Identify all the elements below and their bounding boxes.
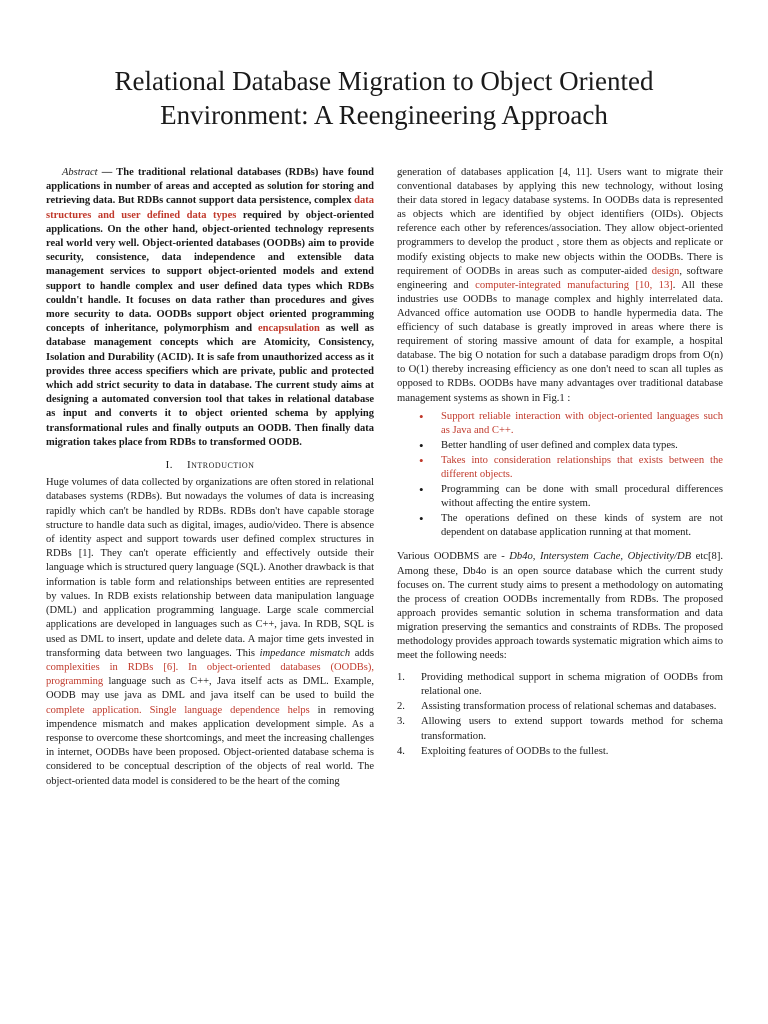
- intro-link-complete-application[interactable]: complete application. Single language dependence helps: [46, 704, 310, 716]
- intro-text-2: adds: [350, 647, 375, 659]
- list-item: [397, 700, 723, 714]
- intro-text-3: language such as C++, Java itself acts as DML. Example, OODB may use java as DML and java itself can be used to build the: [46, 676, 374, 702]
- abstract-text-3: as well as database management concepts which are Atomicity, Consistency, Isolation and Durability (ACID). It is safe from unauthorized access as it provides three access specifiers which are private, public and protected which add strict security to data in database. The current study aims at designing a automated conversion tool that takes in relational database as input and converts it to object oriented schema by applying transformational rules and finally outputs an OODB. Then finally data migration takes place from RDBs to transformed OODB.: [46, 323, 374, 448]
- paper-title: Relational Database Migration to Object Oriented Environment: A Reengineering Approach: [114, 66, 654, 130]
- intro-text-4: in removing impendence mismatch and makes application development simple. As a response to overcome these shortcomings, and meet the increasing challenges in internet, OODBs have been proposed. Object-oriented database schema is considered to be conceptual description of the objects of real world. The object-oriented data model is considered to be the heart of the coming: [46, 704, 374, 787]
- abstract-paragraph: [46, 166, 374, 450]
- right-link-design[interactable]: design: [651, 265, 680, 277]
- list-item: [397, 745, 723, 759]
- right-intro-paragraph: [397, 166, 723, 406]
- list-text: Exploiting features of OODBs to the fullest.: [421, 745, 609, 757]
- list-item[interactable]: • Support reliable interaction with object-oriented languages such as Java and C++.: [441, 410, 723, 438]
- list-item[interactable]: • Takes into consideration relationships that exists between the different objects.: [441, 454, 723, 482]
- intro-link-complexities[interactable]: complexities in RDBs [6]. In object-oriented databases (OODBs), programming: [46, 661, 374, 688]
- list-item: • Programming can be done with small procedural differences without affecting the entire system.: [441, 483, 723, 511]
- list-text: Providing methodical support in schema migration of OODBs from relational one.: [421, 672, 723, 698]
- list-number: 2.: [397, 701, 405, 713]
- section-heading-introduction: [46, 458, 374, 472]
- oodbms-italic-list: Db4o, Intersystem Cache, Objectivity/DB: [509, 551, 692, 563]
- section-title: Introduction: [186, 459, 255, 472]
- section-number: I.: [165, 459, 173, 472]
- list-number: 3.: [397, 716, 405, 728]
- list-text: Allowing users to extend support towards method for schema transformation.: [421, 716, 723, 742]
- right-text-3: . All these industries use OODBs to manage complex and highly interrelated data. Advanced office automation use OODB to handle hypermedia data. The efficiency of such database is greatly improved in areas where there is requirement of storing massive amount of data for example, a hospital database. The big O notation for such a database paradigm drops from O(n) to O(1) thereby increasing efficiency as one don't need to scan all tuples as opposed to RDBs. OODBs have many advantages over traditional database management systems as shown in Fig.1 :: [397, 279, 723, 404]
- oodbms-text-1: Various OODBMS are -: [397, 551, 510, 563]
- oodbms-paragraph: [397, 550, 723, 663]
- left-column: [46, 166, 374, 789]
- list-item: [397, 715, 723, 743]
- list-text: Assisting transformation process of relational schemas and databases.: [421, 701, 717, 713]
- list-item: [397, 671, 723, 699]
- needs-list: [397, 671, 723, 759]
- abstract-link-encapsulation[interactable]: encapsulation: [257, 323, 320, 335]
- intro-italic-impedance: impedance mismatch: [259, 647, 351, 659]
- right-link-cim[interactable]: computer-integrated manufacturing [10, 13]: [475, 279, 673, 291]
- list-number: 1.: [397, 672, 405, 684]
- right-text-2: , software engineering and: [397, 265, 723, 291]
- abstract-dash: —: [97, 167, 117, 178]
- abstract-lead: Abstract: [62, 167, 98, 178]
- list-number: 4.: [397, 745, 405, 757]
- list-item: • The operations defined on these kinds of system are not dependent on database application running at that moment.: [441, 512, 723, 540]
- oodbms-text-2: etc[8]. Among these, Db4o is an open source database which the current study focuses on. The current study aims to present a methodology on automating the process of creation OODBs incrementally from RDBs. The proposed approach provides semantic solution in schema transformation and data migration preserving the semantics and constraints of RDBs. The proposed methodology provides approach towards systematic migration which aims to meet the following needs:: [397, 551, 723, 662]
- abstract-link-data-structures[interactable]: data structures and user defined data types: [46, 195, 374, 221]
- introduction-paragraph: [46, 476, 374, 788]
- list-item: • Better handling of user defined and complex data types.: [441, 439, 723, 453]
- right-text-1: generation of databases application [4, 11]. Users want to migrate their conventional databases by applying this new technology, without losing their data stored in legacy database systems. In OODBs data is represented as objects which are identified by object identifiers (OIDs). Objects reference each other by references/association. They allow object-oriented programmers to develop the product , store them as objects and replicate or modify existing objects to make new objects within the OODBs. There is requirement of OODBs in areas such as computer-aided: [397, 167, 723, 277]
- abstract-text-1: The traditional relational databases (RDBs) have found applications in number of areas and accepted as solution for storing and retrieving data. But RDBs cannot support data persistence, complex: [46, 167, 374, 207]
- advantages-list: [397, 410, 723, 541]
- abstract-text-2: required by object-oriented applications. On the other hand, object-oriented technology represents real world very well. Object-oriented databases (OODBs) aim to provide security, consistence, data independence and extensible data management services to support object-oriented models and extend support to handle complex and user defined data types which RDBs couldn't handle. It focuses on data rather than procedures and gives more security to data. OODBs support object oriented programming concepts of inheritance, polymorphism and: [46, 209, 374, 335]
- right-column: [397, 166, 723, 760]
- intro-text-1: Huge volumes of data collected by organizations are often stored in relational databases systems (RDBs). But nowadays the volumes of data is increasing rapidly which can't be handled by RDBs. RDBs don't have capable storage structure to handle data such as digital, images, audio/video. There is absence of identity aspect and support towards user defined complex structures in RDBs [1]. They can't operate efficiently and effectively outside their language which is structured query language (SQL). Another drawback is that information is table form and relationships between entities are represented by values. In RDB exists relationship between data manipulation language (DML) and application programming language. Large scale commercial applications are developed in languages such as C++, java. In RDB, SQL is used as DML to insert, update and delete data. A major time gets invested in transforming data between two languages. This: [46, 477, 374, 659]
